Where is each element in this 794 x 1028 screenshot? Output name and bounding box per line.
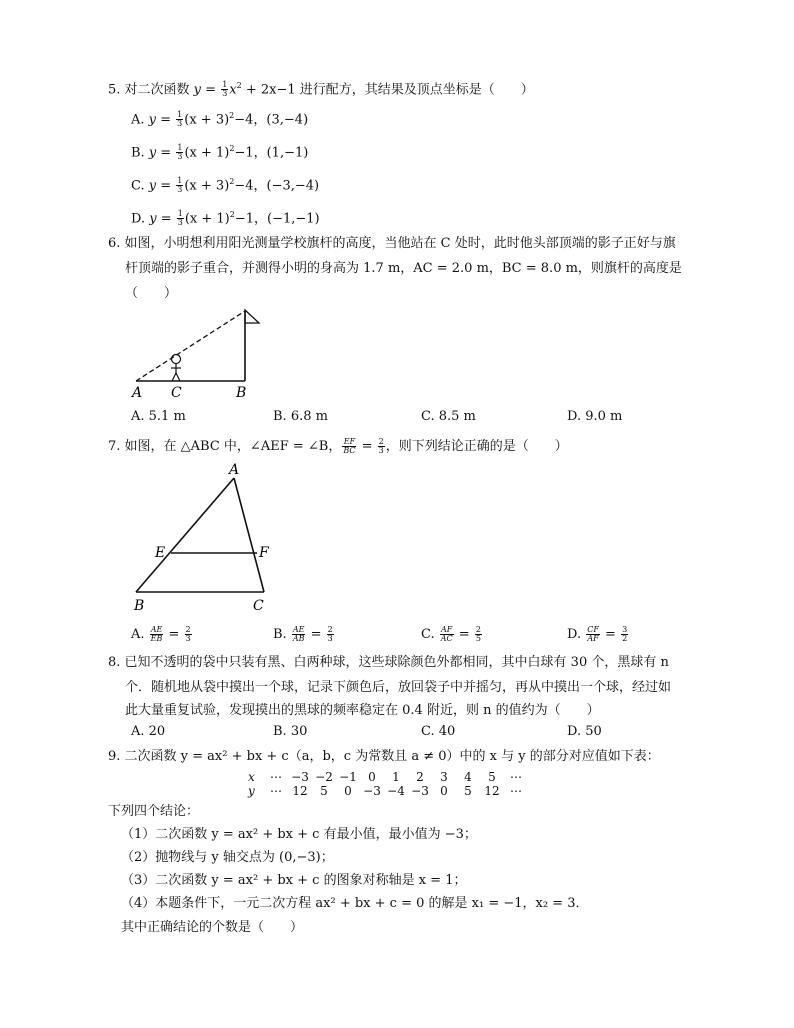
flag-icon — [245, 310, 259, 323]
table-cell: 0 — [368, 770, 376, 784]
q7-option-label: B. — [273, 627, 291, 642]
q6-option-c: C. 8.5 m — [421, 409, 476, 424]
q5-option-prefix: y = — [149, 211, 176, 227]
q5-option-label: B. — [131, 145, 149, 161]
q8-option-b: B. 30 — [273, 724, 308, 739]
q5-option-rest: −1，(1,−1) — [234, 145, 309, 161]
q5-option-b — [131, 141, 308, 161]
frac-den: 2 — [622, 634, 628, 643]
q7-label-b: B — [134, 598, 145, 614]
q8-option-a: A. 20 — [131, 724, 166, 739]
q7-label-a: A — [229, 462, 240, 478]
q6-line-1: 6. 如图，小明想利用阳光测量学校旗杆的高度，当他站在 C 处时，此时他头部顶端的影子正好与旗 — [108, 236, 676, 251]
q5-option-c — [131, 174, 319, 194]
table-cell: 3 — [440, 770, 448, 784]
q7-option-val — [475, 626, 482, 643]
q7-stem-b: ，则下列结论正确的是（ ） — [385, 439, 568, 454]
side-ac — [234, 478, 264, 592]
q5-option-a — [131, 108, 308, 128]
frac-den: 5 — [475, 634, 481, 643]
q5-frac-num: 1 — [222, 80, 228, 90]
frac-den: 3 — [378, 446, 384, 455]
frac-den: EB — [150, 634, 163, 643]
q8-line-1: 8. 已知不透明的袋中只装有黑、白两种球，这些球除颜色外都相同，其中白球有 30 个，黑球有 n — [108, 655, 669, 670]
shadow-ray — [136, 311, 245, 381]
frac-num: 2 — [475, 625, 481, 634]
q5-option-sq: 2 — [229, 144, 235, 153]
q6-label-b: B — [236, 385, 247, 401]
q5-option-rest: −4，(−3,−4) — [234, 178, 320, 194]
table-cell: ⋯ — [510, 784, 522, 798]
q7-stem — [108, 438, 568, 455]
frac-num: 2 — [185, 625, 191, 634]
q5-option-label: A. — [131, 112, 149, 128]
frac-num: 2 — [378, 437, 384, 446]
q8-line-2: 个．随机地从袋中摸出一个球，记录下颜色后，放回袋子中并摇匀，再从中摸出一个球，经过如 — [125, 680, 672, 695]
table-label-x: x — [248, 770, 255, 784]
q9-value-table — [248, 770, 528, 798]
frac-num: 1 — [177, 176, 183, 186]
q5-option-frac — [177, 210, 184, 227]
table-cell: 1 — [392, 770, 400, 784]
q9-intro: 下列四个结论： — [108, 804, 200, 819]
q9-question: 其中正确结论的个数是（ ） — [121, 920, 304, 935]
frac-num: 3 — [622, 625, 628, 634]
q5-option-prefix: y = — [148, 145, 176, 161]
q5-option-prefix: y = — [148, 112, 176, 128]
table-cell: 5 — [488, 770, 496, 784]
q7-option-d: D. $\frac{CF}{AF}$ = $\frac{3}{2}$ — [567, 625, 628, 643]
frac-num: EF — [343, 437, 356, 446]
frac-num: 1 — [177, 110, 183, 120]
q5-option-expr: (x + 3) — [184, 178, 230, 194]
frac-num: 2 — [327, 625, 333, 634]
frac-den: 3 — [177, 185, 183, 195]
table-cell: 12 — [292, 784, 308, 798]
q7-stem-frac — [342, 438, 356, 455]
frac-den: AB — [292, 634, 305, 643]
q5-option-frac — [176, 111, 183, 128]
q7-option-c: C. $\frac{AF}{AC}$ = $\frac{2}{5}$ — [421, 625, 481, 643]
table-cell: 2 — [416, 770, 424, 784]
q5-option-prefix: y = — [148, 178, 176, 194]
q6-figure — [130, 302, 270, 402]
q7-option-label: A. — [131, 627, 149, 642]
table-cell: 12 — [484, 784, 500, 798]
q5-stem — [108, 78, 534, 98]
table-label-y: y — [248, 784, 255, 798]
table-row-x — [248, 770, 528, 784]
q9-conclusion-3: （3）二次函数 y = ax² + bx + c 的图象对称轴是 x = 1； — [121, 873, 467, 888]
q7-option-frac — [150, 626, 164, 643]
frac-den: BC — [343, 446, 356, 455]
table-cell: −2 — [315, 770, 333, 784]
table-cell: 0 — [344, 784, 352, 798]
table-row-y — [248, 784, 528, 798]
q5-option-d — [131, 207, 320, 227]
table-cell: 5 — [320, 784, 328, 798]
q5-option-label: D. — [131, 211, 150, 227]
person-icon — [171, 355, 181, 382]
q5-frac-den: 3 — [222, 89, 228, 99]
q5-option-expr: (x + 1) — [184, 211, 230, 227]
q6-label-a: A — [132, 385, 143, 401]
table-cell: ⋯ — [270, 784, 282, 798]
frac-den: 3 — [185, 634, 191, 643]
frac-num: AE — [150, 625, 163, 634]
q9-line-1: 9. 二次函数 y = ax² + bx + c（a，b，c 为常数且 a ≠ 0）中的 x 与 y 的部分对应值如下表： — [108, 749, 660, 764]
q7-label-e: E — [155, 545, 166, 561]
q5-option-expr: (x + 1) — [184, 145, 230, 161]
q5-fraction — [221, 81, 228, 98]
frac-num: 1 — [177, 143, 183, 153]
q7-option-val — [327, 626, 334, 643]
table-cell: 5 — [464, 784, 472, 798]
q7-option-val — [185, 626, 192, 643]
side-ab — [136, 478, 234, 592]
table-cell: −3 — [411, 784, 429, 798]
q6-label-c: C — [171, 385, 182, 401]
q7-option-a: A. $\frac{AE}{EB}$ = $\frac{2}{3}$ — [131, 625, 191, 643]
frac-num: AE — [292, 625, 305, 634]
q7-stem-val — [378, 438, 385, 455]
frac-den: 3 — [177, 119, 183, 129]
q7-label-f: F — [259, 545, 269, 561]
q9-conclusion-2: （2）抛物线与 y 轴交点为 (0,−3)； — [121, 850, 334, 865]
q7-option-frac — [586, 626, 600, 643]
frac-den: AC — [440, 634, 453, 643]
table-cell: ⋯ — [270, 770, 282, 784]
q5-stem-prefix: 5. 对二次函数 — [108, 82, 194, 98]
table-cell: 0 — [440, 784, 448, 798]
q8-line-3: 此大量重复试验，发现摸出的黑球的频率稳定在 0.4 附近，则 n 的值约为（ ） — [125, 703, 600, 718]
q7-option-label: D. — [567, 627, 586, 642]
q5-option-expr: (x + 3) — [184, 112, 230, 128]
table-cell: −4 — [387, 784, 405, 798]
q6-option-d: D. 9.0 m — [567, 409, 623, 424]
frac-den: 3 — [177, 152, 183, 162]
q5-option-rest: −1，(−1,−1) — [234, 211, 320, 227]
q5-option-frac — [176, 177, 183, 194]
q9-conclusion-4: （4）本题条件下，一元二次方程 ax² + bx + c = 0 的解是 x₁ = −1，x₂ = 3． — [121, 896, 589, 911]
q6-line-2: 杆顶端的影子重合，并测得小明的身高为 1.7 m，AC = 2.0 m，BC = 8.0 m，则旗杆的高度是 — [125, 261, 682, 276]
frac-den: 3 — [177, 218, 183, 228]
q5-option-sq: 2 — [229, 210, 235, 219]
q5-option-frac — [176, 144, 183, 161]
frac-num: CF — [587, 625, 599, 634]
q5-option-label: C. — [131, 178, 149, 194]
q7-stem-a: 7. 如图，在 △ABC 中，∠AEF = ∠B， — [108, 439, 342, 454]
table-cell: 4 — [464, 770, 472, 784]
table-cell: −3 — [363, 784, 381, 798]
q7-figure — [128, 458, 288, 618]
q7-option-val — [621, 626, 628, 643]
q7-option-label: C. — [421, 627, 439, 642]
q6-option-b: B. 6.8 m — [273, 409, 328, 424]
q6-line-3: （ ） — [125, 286, 178, 301]
table-cell: ⋯ — [510, 770, 522, 784]
q7-option-b: B. $\frac{AE}{AB}$ = $\frac{2}{3}$ — [273, 625, 333, 643]
frac-num: 1 — [177, 209, 183, 219]
q7-stem-eq: = — [357, 439, 377, 454]
table-cell: −3 — [291, 770, 309, 784]
frac-num: AF — [441, 625, 453, 634]
q5-option-sq: 2 — [229, 177, 235, 186]
q9-conclusion-1: （1）二次函数 y = ax² + bx + c 有最小值，最小值为 −3； — [121, 827, 477, 842]
q5-func-b: x — [229, 82, 237, 98]
q5-option-sq: 2 — [229, 111, 235, 120]
q5-func-c: + 2x−1 进行配方，其结果及顶点坐标是（ ） — [241, 82, 534, 98]
q7-option-frac — [292, 626, 306, 643]
q7-label-c: C — [253, 598, 264, 614]
q5-option-rest: −4，(3,−4) — [234, 112, 309, 128]
frac-den: AF — [587, 634, 599, 643]
q8-option-c: C. 40 — [421, 724, 456, 739]
frac-den: 3 — [327, 634, 333, 643]
q5-sq: 2 — [236, 81, 242, 90]
table-cell: −1 — [339, 770, 357, 784]
q6-option-a: A. 5.1 m — [131, 409, 186, 424]
q5-func-a: y = — [193, 82, 221, 98]
q7-option-frac — [440, 626, 454, 643]
q8-option-d: D. 50 — [567, 724, 602, 739]
